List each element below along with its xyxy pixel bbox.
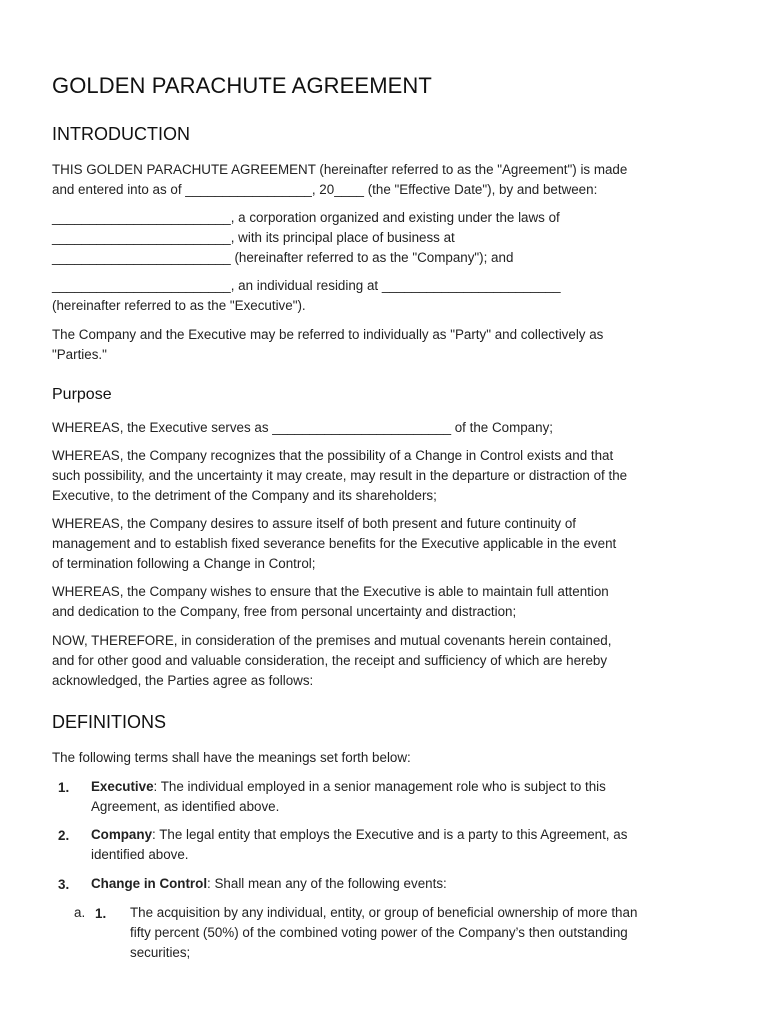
text-line: WHEREAS, the Executive serves as ________________________ of the Company;	[52, 420, 553, 435]
text-line: ________________________, a corporation organized and existing under the laws of	[52, 210, 560, 225]
text-line: management and to establish fixed severance benefits for the Executive applicable in the event	[52, 536, 617, 551]
definition-number: 3.	[58, 877, 70, 892]
text-line: Agreement, as identified above.	[91, 799, 280, 814]
text-line: acknowledged, the Parties agree as follows:	[52, 673, 314, 688]
intro-paragraph-parties-company	[52, 208, 560, 268]
text-line	[91, 825, 627, 845]
whereas-clause-4	[52, 582, 609, 622]
text-line: WHEREAS, the Company desires to assure itself of both present and future continuity of	[52, 516, 576, 531]
definitions-heading: DEFINITIONS	[52, 712, 167, 732]
whereas-clause-2	[52, 446, 627, 506]
intro-paragraph-parties-executive	[52, 276, 561, 316]
text-line: identified above.	[91, 847, 189, 862]
text-line: and entered into as of _________________, 20____ (the "Effective Date"), by and between:	[52, 182, 598, 197]
intro-paragraph-parties-definition	[52, 325, 603, 365]
text-line: The acquisition by any individual, entity, or group of beneficial ownership of more than	[130, 905, 638, 920]
text-line: securities;	[130, 945, 191, 960]
text-line: "Parties."	[52, 347, 107, 362]
text-line: WHEREAS, the Company wishes to ensure that the Executive is able to maintain full attention	[52, 584, 609, 599]
definitions-intro: The following terms shall have the meanings set forth below:	[52, 750, 411, 765]
definition-item-company	[91, 825, 627, 865]
purpose-heading: Purpose	[52, 386, 112, 403]
defined-term: Change in Control	[91, 876, 208, 891]
text-line: ________________________, an individual residing at ________________________	[52, 278, 561, 293]
definition-item-executive	[91, 777, 606, 817]
definition-text: : The individual employed in a senior management role who is subject to this	[153, 779, 606, 794]
definition-number: 2.	[58, 828, 70, 843]
definition-text: : Shall mean any of the following events:	[207, 876, 447, 891]
sub-item-acquisition	[130, 903, 637, 963]
text-line: (hereinafter referred to as the "Executive").	[52, 298, 306, 313]
text-line: NOW, THEREFORE, in consideration of the premises and mutual covenants herein contained,	[52, 633, 612, 648]
text-line: WHEREAS, the Company recognizes that the possibility of a Change in Control exists and that	[52, 448, 614, 463]
definition-number: 1.	[58, 780, 70, 795]
defined-term: Executive	[91, 779, 154, 794]
definition-text: : The legal entity that employs the Executive and is a party to this Agreement, as	[152, 827, 628, 842]
sub-item-number: 1.	[95, 906, 107, 921]
text-line: and dedication to the Company, free from personal uncertainty and distraction;	[52, 604, 517, 619]
intro-paragraph-1	[52, 160, 627, 200]
text-line	[91, 874, 447, 894]
defined-term: Company	[91, 827, 153, 842]
whereas-clause-3	[52, 514, 616, 574]
sub-item-letter: a.	[74, 905, 86, 920]
whereas-clause-1	[52, 418, 553, 438]
text-line: ________________________ (hereinafter referred to as the "Company"); and	[52, 250, 514, 265]
text-line: THIS GOLDEN PARACHUTE AGREEMENT (hereinafter referred to as the "Agreement") is made	[52, 162, 628, 177]
text-line: ________________________, with its principal place of business at	[52, 230, 455, 245]
text-line: fifty percent (50%) of the combined voting power of the Company’s then outstanding	[130, 925, 628, 940]
now-therefore-clause	[52, 631, 611, 691]
text-line: The Company and the Executive may be referred to individually as "Party" and collectively as	[52, 327, 604, 342]
text-line: Executive, to the detriment of the Company and its shareholders;	[52, 488, 437, 503]
introduction-heading: INTRODUCTION	[52, 124, 190, 144]
text-line	[91, 777, 606, 797]
text-line: such possibility, and the uncertainty it may create, may result in the departure or distraction of the	[52, 468, 628, 483]
text-line: and for other good and valuable consideration, the receipt and sufficiency of which are hereby	[52, 653, 608, 668]
document-title: GOLDEN PARACHUTE AGREEMENT	[52, 73, 432, 98]
definition-item-change-in-control	[91, 874, 447, 894]
text-line: of termination following a Change in Control;	[52, 556, 316, 571]
